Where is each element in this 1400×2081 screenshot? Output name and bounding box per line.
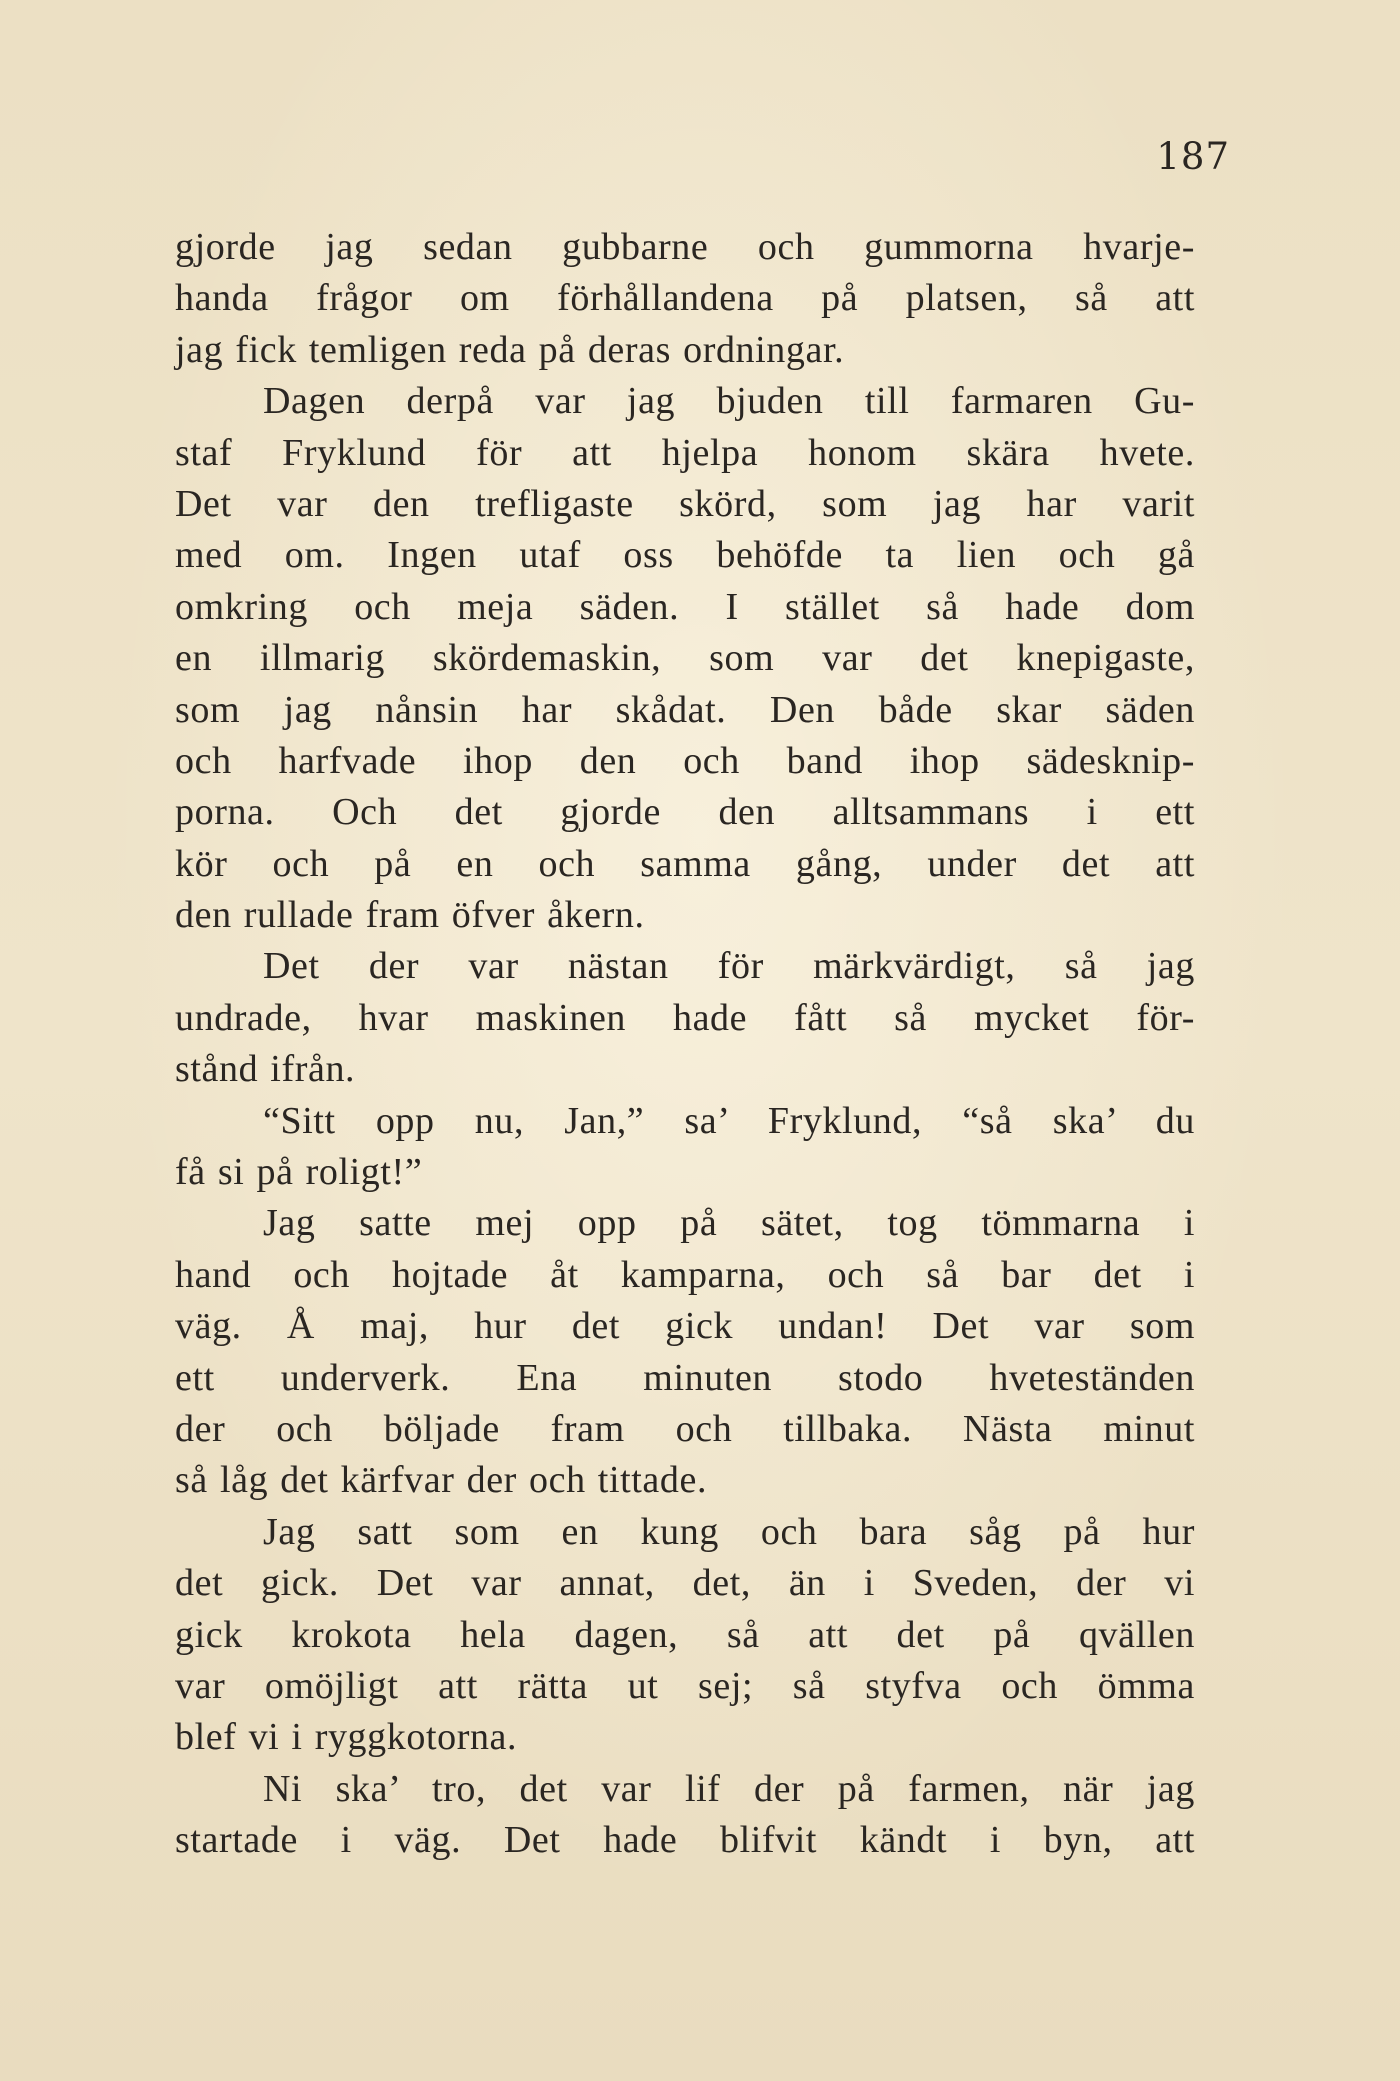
text-line: Jag satt som en kung och bara såg på hur — [263, 1510, 1195, 1553]
text-line: Jag satte mej opp på sätet, tog tömmarna i — [263, 1202, 1195, 1245]
text-line: väg. Å maj, hur det gick undan! Det var som — [175, 1305, 1195, 1348]
text-line: startade i väg. Det hade blifvit kändt i byn, att — [175, 1819, 1195, 1862]
text-line: med om. Ingen utaf oss behöfde ta lien och gå — [175, 534, 1195, 577]
text-line: jag fick temligen reda på deras ordningar. — [175, 328, 845, 371]
text-line: blef vi i ryggkotorna. — [175, 1716, 518, 1759]
page-number: 187 — [1156, 135, 1230, 178]
text-line: som jag nånsin har skådat. Den både skar säden — [175, 688, 1195, 731]
text-line: ett underverk. Ena minuten stodo hveteständen — [175, 1356, 1195, 1399]
text-line: och harfvade ihop den och band ihop sädesknip- — [175, 739, 1195, 782]
text-line: kör och på en och samma gång, under det att — [175, 842, 1195, 885]
text-line: gjorde jag sedan gubbarne och gummorna hvarje- — [175, 226, 1195, 268]
text-line: Det der var nästan för märkvärdigt, så jag — [263, 945, 1195, 988]
text-line: Ni ska’ tro, det var lif der på farmen, när jag — [263, 1767, 1195, 1810]
text-line: den rullade fram öfver åkern. — [175, 894, 645, 937]
text-line: en illmarig skördemaskin, som var det knepigaste, — [175, 637, 1195, 680]
text-line: Det var den trefligaste skörd, som jag har varit — [175, 482, 1195, 525]
text-line: stånd ifrån. — [175, 1048, 356, 1091]
text-line: porna. Och det gjorde den alltsammans i ett — [175, 791, 1195, 834]
text-line: gick krokota hela dagen, så att det på qvällen — [175, 1613, 1195, 1656]
text-line: omkring och meja säden. I stället så hade dom — [175, 585, 1195, 628]
text-line: så låg det kärfvar der och tittade. — [175, 1459, 708, 1502]
text-line: undrade, hvar maskinen hade fått så mycket för- — [175, 996, 1195, 1039]
text-line: staf Fryklund för att hjelpa honom skära hvete. — [175, 431, 1195, 474]
text-line: det gick. Det var annat, det, än i Sveden, der vi — [175, 1562, 1195, 1605]
text-line: der och böljade fram och tillbaka. Nästa minut — [175, 1407, 1195, 1450]
text-line: hand och hojtade åt kamparna, och så bar det i — [175, 1253, 1195, 1296]
body-text — [175, 222, 1195, 1867]
text-line: var omöjligt att rätta ut sej; så styfva och ömma — [175, 1664, 1195, 1707]
text-line: få si på roligt!” — [175, 1151, 423, 1194]
text-line: “Sitt opp nu, Jan,” sa’ Fryklund, “så ska’ du — [263, 1099, 1195, 1142]
text-line: Dagen derpå var jag bjuden till farmaren Gu- — [263, 380, 1195, 423]
text-line: handa frågor om förhållandena på platsen, så att — [175, 277, 1195, 320]
